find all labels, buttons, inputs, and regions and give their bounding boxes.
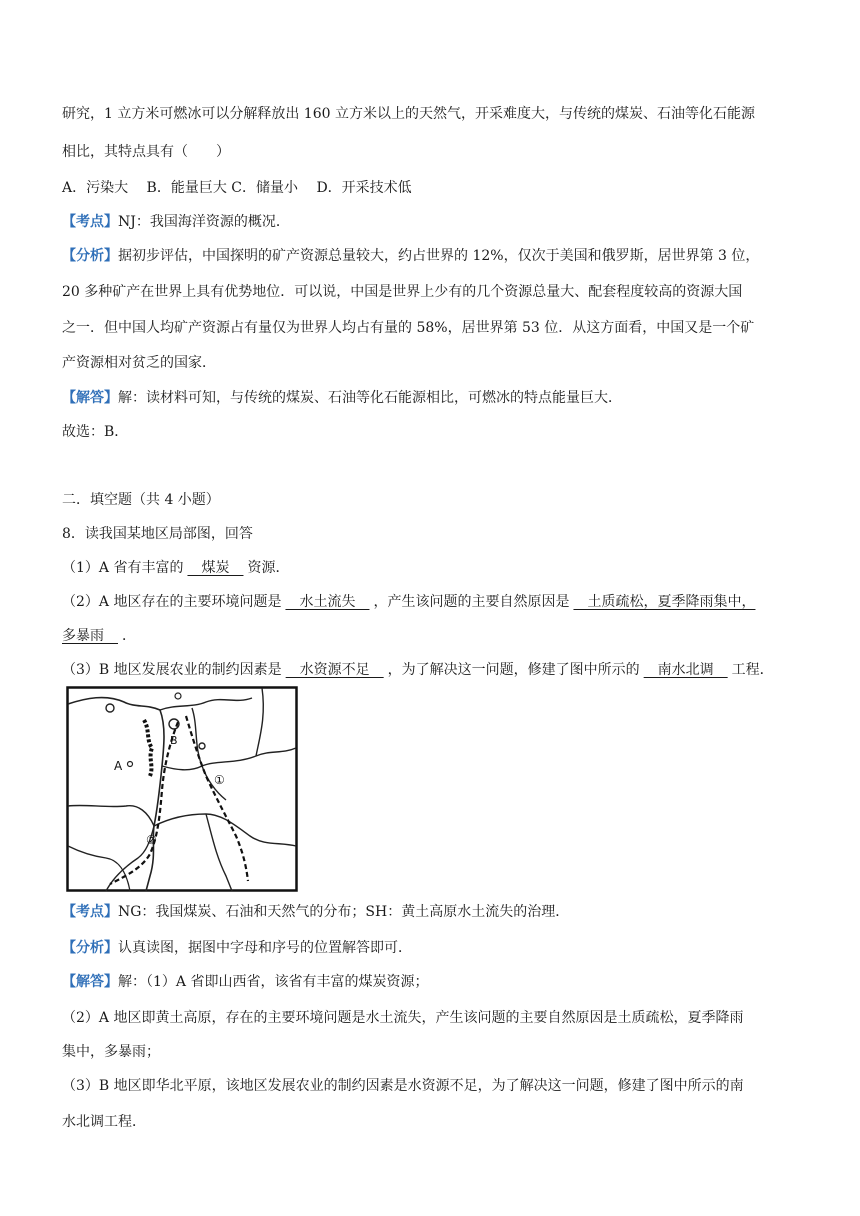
q7-fenxi-line3: 之一．但中国人均矿产资源占有量仅为世界人均占有量的 58%，居世界第 53 位．从这方面看，中国又是一个矿 <box>62 320 755 336</box>
q8-part2 <box>62 592 759 612</box>
q8-p1-pre: （1）A 省有丰富的 <box>62 560 184 576</box>
q8-p2-answer1: 水土流失 <box>285 594 370 610</box>
q8-p2-pre: （2）A 地区存在的主要环境问题是 <box>62 594 282 610</box>
map-label-b: B <box>170 734 178 747</box>
jieda-tag: 【解答】 <box>62 974 118 990</box>
region-map <box>66 686 298 892</box>
fenxi-text: 据初步评估，中国探明的矿产资源总量较大，约占世界的 12%，仅次于美国和俄罗斯，居世界第 3 位， <box>118 248 760 264</box>
q8-p3-mid: ，为了解决这一问题，修建了图中所示的 <box>387 662 640 678</box>
q7-stem-line1: 研究，1 立方米可燃冰可以分解释放出 160 立方米以上的天然气，开采难度大，与传统的煤炭、石油等化石能源 <box>62 106 755 122</box>
q8-p1-answer: 煤炭 <box>187 560 244 576</box>
jieda-tag: 【解答】 <box>62 390 118 406</box>
q8-p2-end: ． <box>122 628 136 644</box>
q7-stem-line2: 相比，其特点具有（ ） <box>62 144 230 160</box>
q8-title: 8．读我国某地区局部图，回答 <box>62 526 253 542</box>
q8-p3-post: 工程． <box>731 662 774 678</box>
kaodian-text: NG：我国煤炭、石油和天然气的分布；SH：黄土高原水土流失的治理． <box>118 904 570 920</box>
fenxi-text: 认真读图，据图中字母和序号的位置解答即可． <box>118 940 412 956</box>
jieda-text: 解：读材料可知，与传统的煤炭、石油等化石能源相比，可燃冰的特点能量巨大． <box>118 390 622 406</box>
kaodian-text: NJ：我国海洋资源的概况． <box>118 214 290 230</box>
q8-p3-answer1: 水资源不足 <box>285 662 384 678</box>
q7-options: A．污染大 B．能量巨大 C．储量小 D．开采技术低 <box>62 180 412 196</box>
q8-jieda-line4: （3）B 地区即华北平原，该地区发展农业的制约因素是水资源不足，为了解决这一问题，修建了图中所示的南 <box>62 1078 744 1094</box>
kaodian-tag: 【考点】 <box>62 904 118 920</box>
q7-jieda <box>62 388 622 408</box>
q7-fenxi-line4: 产资源相对贫乏的国家． <box>62 355 216 371</box>
q8-kaodian <box>62 902 569 922</box>
kaodian-tag: 【考点】 <box>62 214 118 230</box>
q8-p2-answer3: 多暴雨 <box>62 628 118 644</box>
q8-p3-answer2: 南水北调 <box>643 662 728 678</box>
jieda-text: 解：（1）A 省即山西省，该省有丰富的煤炭资源； <box>118 974 429 990</box>
q8-fenxi <box>62 938 412 958</box>
q8-p1-post: 资源． <box>247 560 290 576</box>
q8-jieda-line3: 集中，多暴雨； <box>62 1044 160 1060</box>
q8-p2-answer2: 土质疏松，夏季降雨集中， <box>573 594 756 610</box>
q8-part2-cont <box>62 626 136 646</box>
q8-part3 <box>62 660 774 680</box>
q8-jieda-line5: 水北调工程． <box>62 1114 146 1130</box>
map-label-2: ② <box>146 833 157 847</box>
fenxi-tag: 【分析】 <box>62 248 118 264</box>
q7-kaodian <box>62 212 290 232</box>
q8-p2-mid: ，产生该问题的主要自然原因是 <box>373 594 570 610</box>
q8-jieda-line2: （2）A 地区即黄土高原，存在的主要环境问题是水土流失，产生该问题的主要自然原因是土质疏松，夏季降雨 <box>62 1010 744 1026</box>
q8-jieda-line1 <box>62 972 428 992</box>
q7-fenxi-line1 <box>62 246 759 266</box>
q8-p3-pre: （3）B 地区发展农业的制约因素是 <box>62 662 282 678</box>
map-label-1: ① <box>214 773 225 787</box>
fenxi-tag: 【分析】 <box>62 940 118 956</box>
q8-part1 <box>62 558 289 578</box>
q7-fenxi-line2: 20 多种矿产在世界上具有优势地位．可以说，中国是世界上少有的几个资源总量大、配套程度较高的资源大国 <box>62 284 743 300</box>
q7-answer: 故选：B． <box>62 424 129 440</box>
map-label-a: A <box>114 759 123 773</box>
section-heading: 二．填空题（共 4 小题） <box>62 492 220 508</box>
